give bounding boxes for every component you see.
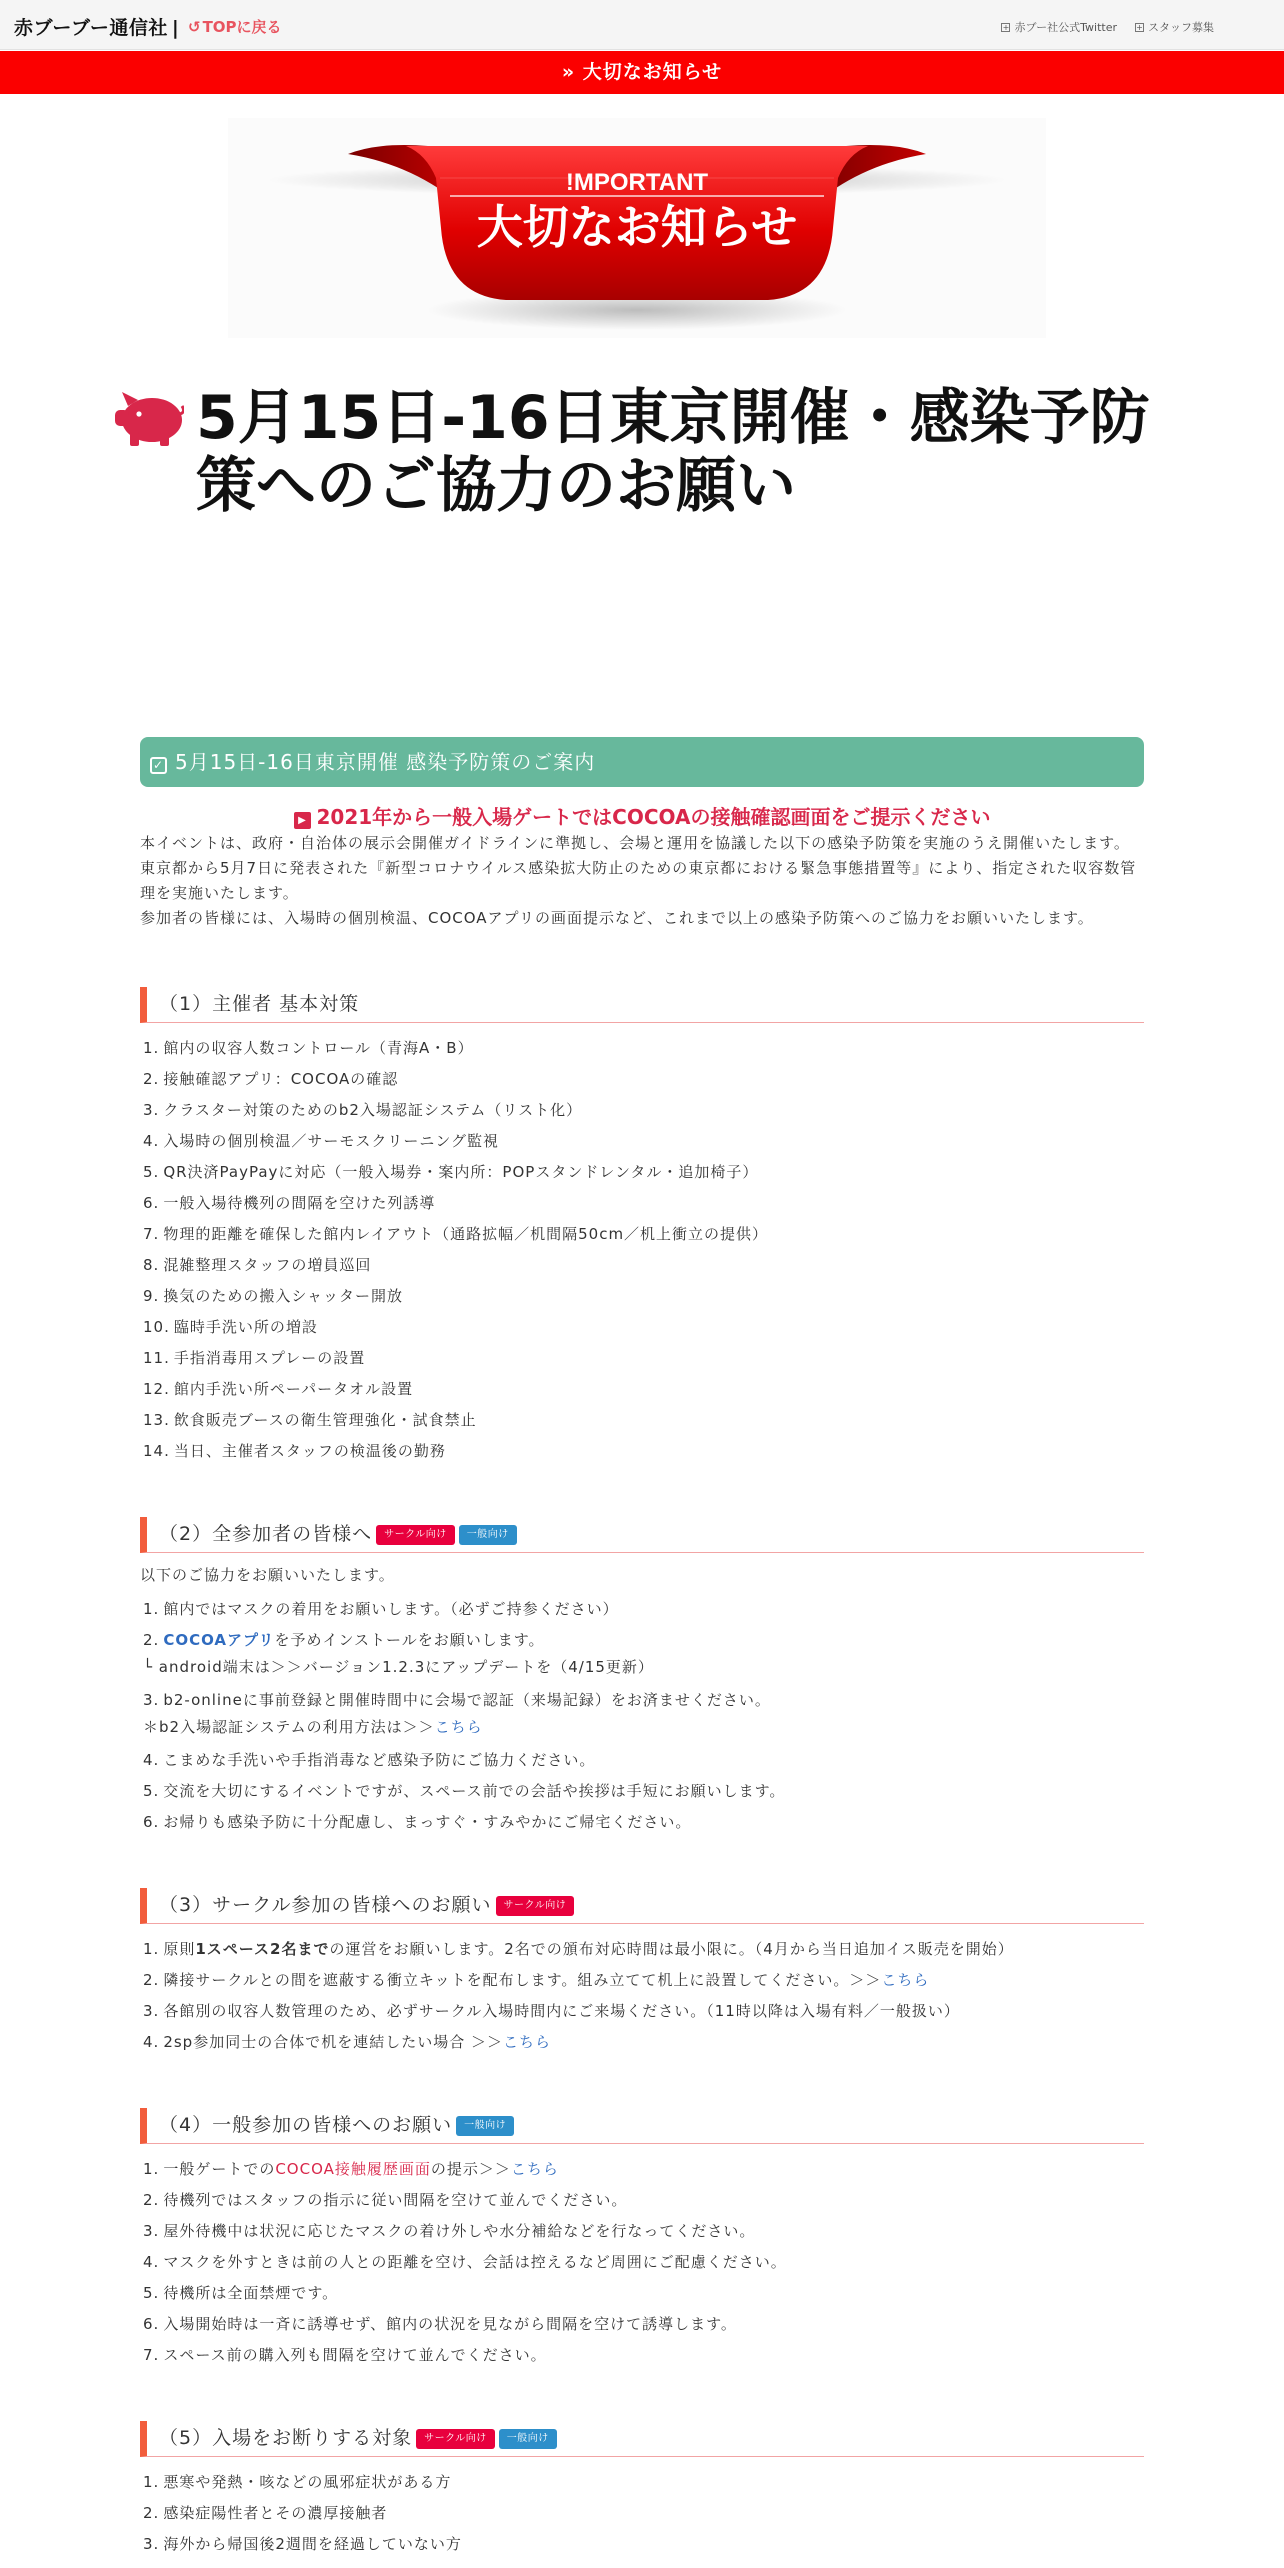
staff-recruit-link[interactable] xyxy=(1135,19,1214,35)
circle-badge: サークル向け xyxy=(496,1896,575,1916)
section-3-heading xyxy=(140,1888,1144,1924)
site-brand[interactable] xyxy=(14,13,183,40)
header-nav xyxy=(1001,19,1214,35)
list-item: 4. 入場時の個別検温／サーモスクリーニング監視 xyxy=(143,1132,500,1150)
important-banner xyxy=(228,118,1046,338)
circle-badge: サークル向け xyxy=(416,2429,495,2449)
twitter-link-label: 赤ブー社公式Twitter xyxy=(1014,21,1117,34)
list-item: 6. お帰りも感染予防に十分配慮し、まっすぐ・すみやかにご帰宅ください。 xyxy=(143,1813,692,1831)
intro-paragraph: 東京都から5月7日に発表された『新型コロナウイルス感染拡大防止のための東京都における緊急事態措置等』により、指定された収容数管理を実施いたします。 xyxy=(140,859,1137,902)
list-item: 14. 当日、主催者スタッフの検温後の勤務 xyxy=(143,1442,446,1460)
list-item: 9. 換気のための搬入シャッター開放 xyxy=(143,1287,404,1305)
section-3-list xyxy=(140,1934,1144,2058)
page-title: 5月15日-16日東京開催・感染予防策へのご協力のお願い xyxy=(196,383,1150,521)
list-item: 4. 2sp参加同士の合体で机を連結したい場合 ＞＞こちら xyxy=(143,2033,551,2051)
list-item: 4. マスクを外すときは前の人との距離を空け、会話は控えるなど周囲にご配慮ください。 xyxy=(143,2253,787,2271)
intro-paragraph: 本イベントは、政府・自治体の展示会開催ガイドラインに準拠し、会場と運用を協議した以下の感染予防策を実施のうえ開催いたします。 xyxy=(140,834,1130,852)
section-5-heading xyxy=(140,2421,1144,2457)
list-item: 8. 混雑整理スタッフの増員巡回 xyxy=(143,1256,372,1274)
table-join-link[interactable]: こちら xyxy=(502,2033,551,2051)
plus-box-icon: + xyxy=(1136,22,1143,32)
twitter-link[interactable] xyxy=(1001,19,1117,35)
list-item: 1. 一般ゲートでのCOCOA接触履歴画面の提示＞＞こちら xyxy=(143,2160,559,2178)
cocoa-notice xyxy=(140,801,1144,829)
list-item: 2. 接触確認アプリ：COCOAの確認 xyxy=(143,1070,399,1088)
cocoa-guide-link[interactable]: こちら xyxy=(510,2160,559,2178)
section-1-list xyxy=(140,1033,1144,1467)
section-2-list xyxy=(140,1594,1144,1838)
list-item: 1. 館内ではマスクの着用をお願いします。（必ずご持参ください） xyxy=(143,1600,619,1618)
important-notice-bar[interactable]: » 大切なお知らせ xyxy=(0,51,1284,94)
section-1-heading xyxy=(140,987,1144,1023)
list-item: 3. b2-onlineに事前登録と開催時間中に会場で認証（来場記録）をお済ませください。 xyxy=(143,1691,771,1709)
list-item: 4. こまめな手洗いや手指消毒など感染予防にご協力ください。 xyxy=(143,1751,596,1769)
play-icon: ▶ xyxy=(294,812,311,829)
list-item: 3. クラスター対策のためのb2入場認証システム（リスト化） xyxy=(143,1101,583,1119)
partition-kit-link[interactable]: こちら xyxy=(881,1971,930,1989)
main-content xyxy=(140,737,1144,2560)
section-4-list xyxy=(140,2154,1144,2371)
list-item: 3. 屋外待機中は状況に応じたマスクの着け外しや水分補給などを行なってください。 xyxy=(143,2222,756,2240)
section-5-list xyxy=(140,2467,1144,2560)
list-item: 7. 物理的距離を確保した館内レイアウト（通路拡幅／机間隔50cm／机上衝立の提供） xyxy=(143,1225,769,1243)
section-title: （3）サークル参加の皆様へのお願い xyxy=(159,1894,492,1916)
list-item: 2. 待機列ではスタッフの指示に従い間隔を空けて並んでください。 xyxy=(143,2191,628,2209)
list-item: 10. 臨時手洗い所の増設 xyxy=(143,1318,318,1336)
list-item: 2. 隣接サークルとの間を遮蔽する衝立キットを配布します。組み立てて机上に設置してください。＞＞こちら xyxy=(143,1971,930,1989)
list-item: 7. スペース前の購入列も間隔を空けて並んでください。 xyxy=(143,2346,547,2364)
banner-main-text: 大切なお知らせ xyxy=(476,200,798,254)
list-item: 5. 交流を大切にするイベントですが、スペース前での会話や挨拶は手短にお願いします。 xyxy=(143,1782,786,1800)
cocoa-app-link[interactable]: COCOAアプリ xyxy=(163,1631,275,1649)
list-item: 12. 館内手洗い所ペーパータオル設置 xyxy=(143,1380,414,1398)
list-item: 1. 原則1スペース2名までの運営をお願いします。2名での頒布対応時間は最小限に。（4月から当日追加イス販売を開始） xyxy=(143,1940,1014,1958)
section-title: （4）一般参加の皆様へのお願い xyxy=(159,2114,453,2136)
section-title: （1）主催者 基本対策 xyxy=(159,993,360,1015)
list-item: 3. 海外から帰国後2週間を経過していない方 xyxy=(143,2535,462,2553)
checkbox-icon: ✓ xyxy=(150,757,167,774)
section-title: （2）全参加者の皆様へ xyxy=(159,1523,373,1545)
general-badge: 一般向け xyxy=(499,2429,557,2449)
pig-icon xyxy=(114,390,184,452)
info-box-label: 5月15日-16日東京開催 感染予防策のご案内 xyxy=(175,750,596,774)
general-badge: 一般向け xyxy=(456,2116,514,2136)
staff-recruit-label: スタッフ募集 xyxy=(1148,21,1214,34)
return-arrow-icon: ↺ xyxy=(188,18,201,36)
list-item: 6. 入場開始時は一斉に誘導せず、館内の状況を見ながら間隔を空けて誘導します。 xyxy=(143,2315,737,2333)
b2-guide-link[interactable]: こちら xyxy=(434,1718,483,1736)
android-note: └ android端末は＞＞バージョン1.2.3にアップデートを（4/15更新） xyxy=(143,1658,654,1676)
intro-paragraph: 参加者の皆様には、入場時の個別検温、COCOAアプリの画面提示など、これまで以上の感染予防策へのご協力をお願いいたします。 xyxy=(140,909,1094,927)
intro-text xyxy=(140,831,1144,931)
list-item: 11. 手指消毒用スプレーの設置 xyxy=(143,1349,366,1367)
list-item: 5. QR決済PayPayに対応（一般入場券・案内所：POPスタンドレンタル・追加椅子） xyxy=(143,1163,759,1181)
brand-name[interactable]: 赤ブーブー通信社 xyxy=(14,17,168,39)
list-item: 1. 悪寒や発熱・咳などの風邪症状がある方 xyxy=(143,2473,452,2491)
list-item: 2. 感染症陽性者とその濃厚接触者 xyxy=(143,2504,388,2522)
section-lead: 以下のご協力をお願いいたします。 xyxy=(140,1566,395,1584)
section-2-heading xyxy=(140,1517,1144,1553)
list-item: 13. 飲食販売ブースの衛生管理強化・試食禁止 xyxy=(143,1411,477,1429)
section-4-heading xyxy=(140,2108,1144,2144)
list-item: 3. 各館別の収容人数管理のため、必ずサークル入場時間内にご来場ください。（11時以降は入場有料／一般扱い） xyxy=(143,2002,960,2020)
list-item: 1. 館内の収容人数コントロール（青海A・B） xyxy=(143,1039,474,1057)
brand-separator: | xyxy=(171,17,180,39)
top-header xyxy=(0,0,1284,50)
list-item: 5. 待機所は全面禁煙です。 xyxy=(143,2284,339,2302)
cocoa-notice-text: 2021年から一般入場ゲートではCOCOAの接触確認画面をご提示ください xyxy=(316,805,991,829)
section-title: （5）入場をお断りする対象 xyxy=(159,2427,413,2449)
b2-note: ＊b2入場認証システムの利用方法は＞＞こちら xyxy=(143,1718,483,1736)
circle-badge: サークル向け xyxy=(376,1525,455,1545)
info-box-heading xyxy=(140,737,1144,787)
back-to-top-label: TOPに戻る xyxy=(202,18,282,36)
list-item: 2. COCOAアプリを予めインストールをお願いします。 xyxy=(143,1631,545,1649)
general-badge: 一般向け xyxy=(459,1525,517,1545)
banner-important-text: !MPORTANT xyxy=(565,169,709,196)
back-to-top-link[interactable] xyxy=(188,16,282,37)
important-ribbon-graphic xyxy=(228,118,1046,338)
plus-box-icon: + xyxy=(1002,22,1010,32)
list-item: 6. 一般入場待機列の間隔を空けた列誘導 xyxy=(143,1194,436,1212)
